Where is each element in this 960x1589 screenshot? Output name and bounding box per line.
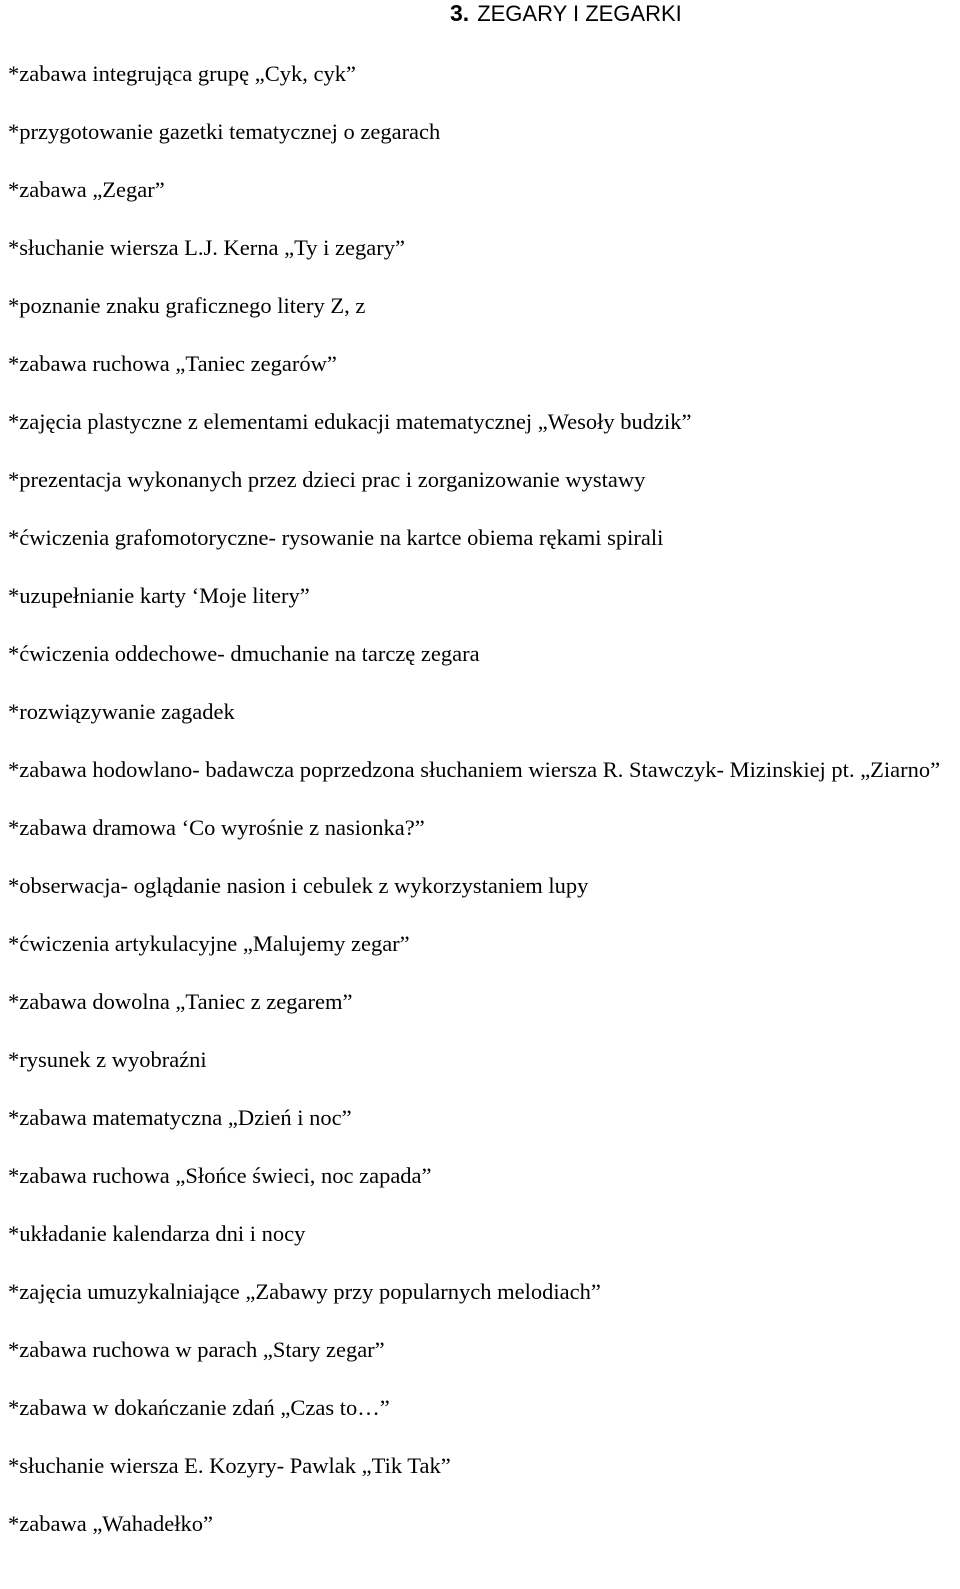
list-item: *zabawa „Zegar” (8, 177, 165, 202)
list-item: *przygotowanie gazetki tematycznej o zegarach (8, 119, 441, 144)
section-number: 3. (450, 0, 470, 26)
section-heading (450, 0, 682, 27)
list-item: *rozwiązywanie zagadek (8, 699, 235, 724)
list-item: *układanie kalendarza dni i nocy (8, 1221, 306, 1246)
list-item: *zajęcia plastyczne z elementami edukacji matematycznej „Wesoły budzik” (8, 409, 692, 434)
list-item: *ćwiczenia grafomotoryczne- rysowanie na kartce obiema rękami spirali (8, 525, 664, 550)
list-item: *słuchanie wiersza E. Kozyry- Pawlak „Tik Tak” (8, 1453, 451, 1478)
list-item: *ćwiczenia artykulacyjne „Malujemy zegar” (8, 931, 410, 956)
list-item: *uzupełnianie karty ‘Moje litery” (8, 583, 310, 608)
list-item: *zabawa ruchowa „Taniec zegarów” (8, 351, 337, 376)
activity-list (8, 56, 954, 1564)
list-item: *prezentacja wykonanych przez dzieci prac i zorganizowanie wystawy (8, 467, 646, 492)
list-item: *zabawa matematyczna „Dzień i noc” (8, 1105, 352, 1130)
list-item: *zajęcia umuzykalniające „Zabawy przy popularnych melodiach” (8, 1279, 601, 1304)
list-item: *zabawa w dokańczanie zdań „Czas to…” (8, 1395, 390, 1420)
list-item: *słuchanie wiersza L.J. Kerna „Ty i zegary” (8, 235, 405, 260)
list-item: *obserwacja- oglądanie nasion i cebulek z wykorzystaniem lupy (8, 873, 589, 898)
list-item: *zabawa ruchowa w parach „Stary zegar” (8, 1337, 385, 1362)
list-item: *zabawa dramowa ‘Co wyrośnie z nasionka?” (8, 815, 425, 840)
list-item: *ćwiczenia oddechowe- dmuchanie na tarczę zegara (8, 641, 480, 666)
list-item: *rysunek z wyobraźni (8, 1047, 207, 1072)
list-item: *zabawa ruchowa „Słońce świeci, noc zapada” (8, 1163, 432, 1188)
section-title: ZEGARY I ZEGARKI (477, 1, 682, 26)
list-item: *poznanie znaku graficznego litery Z, z (8, 293, 366, 318)
list-item: *zabawa dowolna „Taniec z zegarem” (8, 989, 353, 1014)
list-item: *zabawa hodowlano- badawcza poprzedzona słuchaniem wiersza R. Stawczyk- Mizinskiej pt. „Ziarno” (8, 757, 941, 782)
list-item: *zabawa „Wahadełko” (8, 1511, 213, 1536)
list-item: *zabawa integrująca grupę „Cyk, cyk” (8, 61, 356, 86)
